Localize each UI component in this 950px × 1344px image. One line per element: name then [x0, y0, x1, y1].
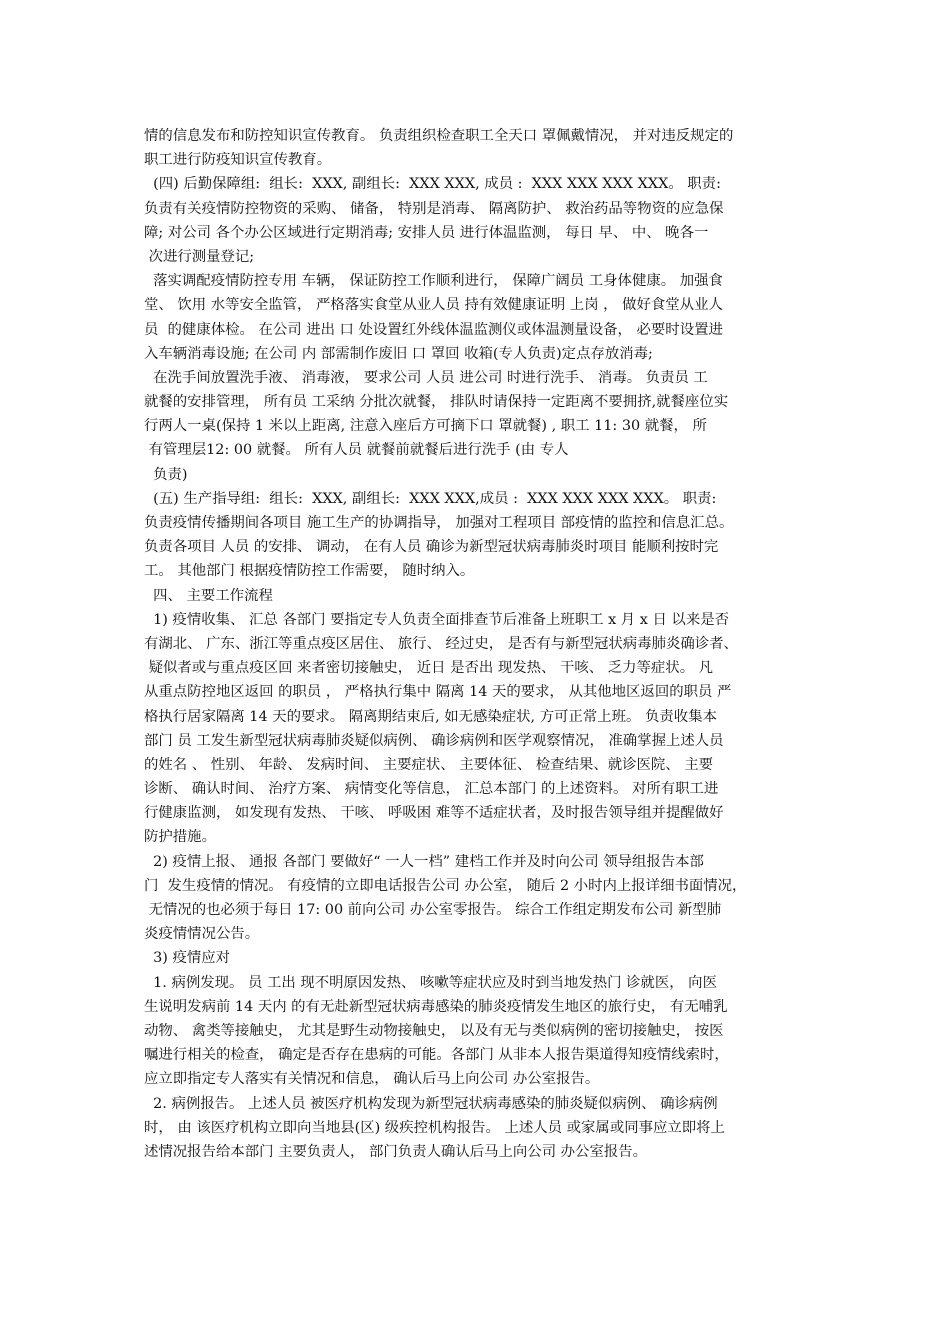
text-line: 工。 其他部门 根据疫情防控工作需要， 随时纳入。 [144, 563, 475, 580]
document-body [144, 124, 814, 1164]
text-line: 无情况的也必须于每日 17: 00 前向公司 办公室零报告。 综合工作组定期发布公司 新型肺 [144, 902, 722, 918]
text-line: 有管理层12: 00 就餐。 所有人员 就餐前就餐后进行洗手 (由 专人 [144, 442, 569, 459]
text-line: 入车辆消毒设施; 在公司 内 部需制作废旧 口 罩回 收箱(专人负责)定点存放消毒; [144, 345, 653, 362]
text-line: 障; 对公司 各个办公区域进行定期消毒; 安排人员 进行体温监测， 每日 早、 中、 晚各一 [144, 224, 709, 241]
text-line: 疑似者或与重点疫区回 来者密切接触史， 近日 是否出 现发热、 干咳、 乏力等症状。 凡 [144, 660, 714, 677]
text-line: 负责) [144, 466, 188, 483]
text-line: 堂、 饮用 水等安全监管， 严格落实食堂从业人员 持有效健康证明 上岗 ， 做好食堂从业人 [144, 297, 723, 314]
text-line: 就餐的安排管理， 所有员 工采纳 分批次就餐， 排队时请保持一定距离不要拥挤,就餐座位实 [144, 394, 729, 411]
text-line: 防护措施。 [144, 829, 216, 846]
text-line: 应立即指定专人落实有关情况和信息， 确认后马上向公司 办公室报告。 [144, 1071, 600, 1088]
text-line: 情的信息发布和防控知识宣传教育。 负责组织检查职工全天口 罩佩戴情况， 并对违反规定的 [144, 128, 734, 144]
text-line: 在洗手间放置洗手液、 消毒液， 要求公司 人员 进公司 时进行洗手、 消毒。 负责员 工 [144, 369, 708, 386]
text-line: 行健康监测， 如发现有发热、 干咳、 呼吸困 难等不适症状者，及时报告领导组并提醒做好 [144, 805, 724, 822]
text-line: 嘱进行相关的检查， 确定是否存在患病的可能。各部门 从非本人报告渠道得知疫情线索时， [144, 1047, 729, 1064]
text-line: 2) 疫情上报、 通报 各部门 要做好“ 一人一档” 建档工作并及时向公司 领导组报告本部 [144, 853, 704, 870]
text-line: 述情况报告给本部门 主要负责人， 部门负责人确认后马上向公司 办公室报告。 [144, 1143, 648, 1160]
text-line: (五) 生产指导组: 组长: XXX, 副组长: XXX XXX,成员 : XXX XXX XXX XXX。 职责: [144, 490, 717, 507]
text-line: 四、 主要工作流程 [144, 587, 273, 604]
text-line: 1) 疫情收集、 汇总 各部门 要指定专人负责全面排查节后准备上班职工 x 月 x 日 以来是否 [144, 611, 729, 628]
text-line: 门 发生疫情的情况。 有疫情的立即电话报告公司 办公室， 随后 2 小时内上报详细书面情况， [144, 877, 747, 894]
text-line: 动物、 禽类等接触史， 尤其是野生动物接触史， 以及有无与类似病例的密切接触史， 按医 [144, 1022, 724, 1039]
text-line: 部门 员 工发生新型冠状病毒肺炎疑似病例、 确诊病例和医学观察情况， 准确掌握上述人员 [144, 732, 724, 749]
text-line: 1. 病例发现。 员 工出 现不明原因发热、 咳嗽等症状应及时到当地发热门 诊就医， 向医 [144, 974, 717, 991]
text-line: 生说明发病前 14 天内 的有无赴新型冠状病毒感染的肺炎疫情发生地区的旅行史， 有无哺乳 [144, 998, 728, 1015]
text-line: 2. 病例报告。 上述人员 被医疗机构发现为新型冠状病毒感染的肺炎疑似病例、 确诊病例 [144, 1095, 718, 1112]
text-line: 有湖北、 广东、浙江等重点疫区居住、 旅行、 经过史， 是否有与新型冠状病毒肺炎确诊者、 [144, 635, 738, 652]
text-line: 职工进行防疫知识宣传教育。 [144, 152, 332, 169]
text-line: 负责各项目 人员 的安排、 调动， 在有人员 确诊为新型冠状病毒肺炎时项目 能顺利按时完 [144, 539, 719, 556]
text-line: 的姓名 、 性别、 年龄、 发病时间、 主要症状、 主要体征、 检查结果、就诊医院、 主要 [144, 756, 714, 773]
text-line: 负责疫情传播期间各项目 施工生产的协调指导， 加强对工程项目 部疫情的监控和信息汇总。 [144, 515, 734, 531]
text-line: 员 的健康体检。 在公司 进出 口 处设置红外线体温监测仪或体温测量设备， 必要时设置进 [144, 321, 723, 338]
text-line: 行两人一桌(保持 1 米以上距离, 注意入座后方可摘下口 罩就餐) , 职工 11: 30 就餐， 所 [144, 418, 707, 435]
text-line: 落实调配疫情防控专用 车辆， 保证防控工作顺利进行， 保障广阔员 工身体健康。 加强食 [144, 273, 723, 290]
text-line: 炎疫情情况公告。 [144, 926, 260, 943]
text-line: 从重点防控地区返回 的职员 ， 严格执行集中 隔离 14 天的要求， 从其他地区返回的职员 严 [144, 684, 732, 701]
text-line: 时， 由 该医疗机构立即向当地县(区) 级疾控机构报告。 上述人员 或家属或同事应立即将上 [144, 1119, 725, 1136]
text-line: 3) 疫情应对 [144, 950, 231, 967]
text-line: 诊断、 确认时间、 治疗方案、 病情变化等信息， 汇总本部门 的上述资料。 对所有职工进 [144, 781, 719, 798]
text-line: 格执行居家隔离 14 天的要求。 隔离期结束后, 如无感染症状, 方可正常上班。 负责收集本 [144, 708, 717, 725]
text-line: (四) 后勤保障组: 组长: XXX, 副组长: XXX XXX, 成员 : XXX XXX XXX XXX。 职责: [144, 176, 721, 193]
text-line: 次进行测量登记; [144, 248, 255, 265]
text-line: 负责有关疫情防控物资的采购、 储备， 特别是消毒、 隔离防护、 救治药品等物资的应急保 [144, 200, 724, 217]
